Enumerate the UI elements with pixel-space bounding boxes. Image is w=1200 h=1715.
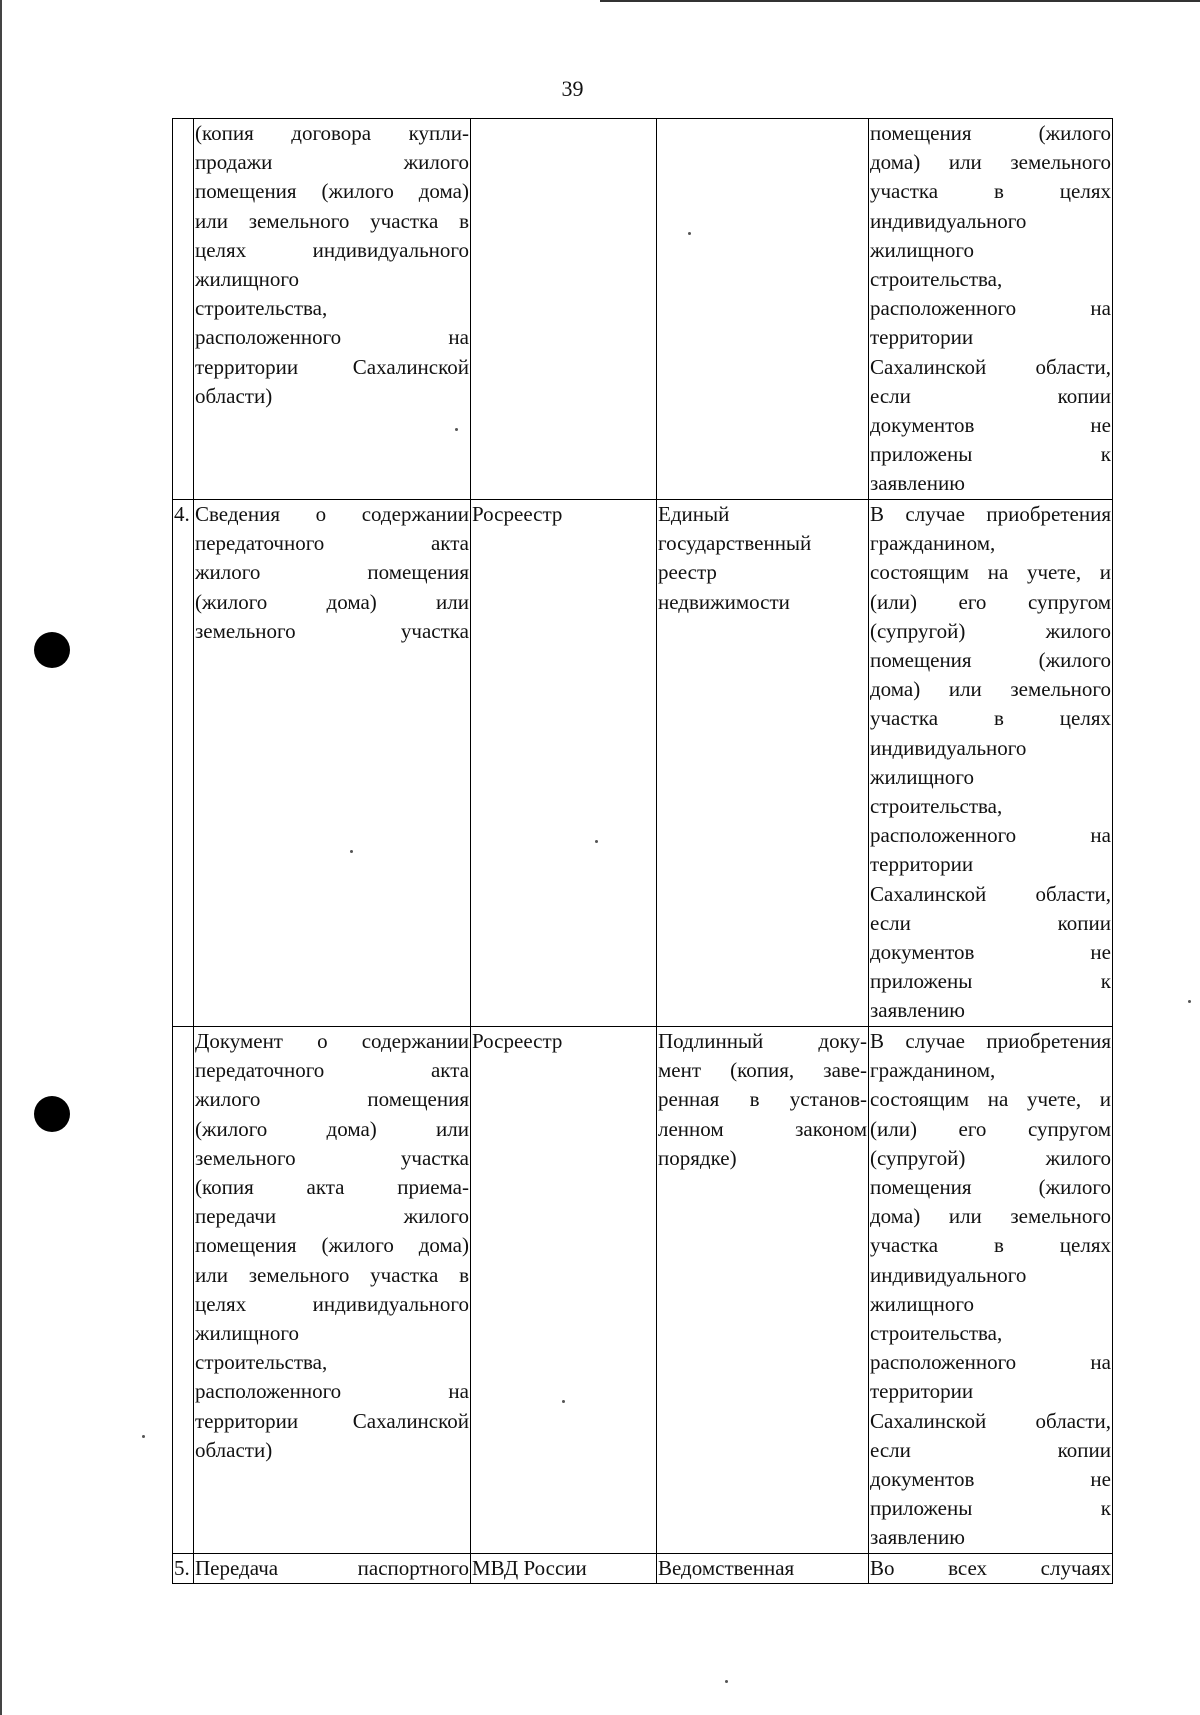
- document-cell: [194, 1554, 471, 1584]
- cell-line: области): [195, 383, 273, 408]
- cell-line: расположенного на: [195, 1379, 469, 1404]
- cell-line: территории: [870, 1379, 974, 1404]
- cell-line: территории Сахалинской: [195, 1408, 469, 1433]
- agency-cell: Росреестр: [471, 1027, 657, 1554]
- cell-line: если копии: [870, 1437, 1111, 1462]
- cell-line: (или) его супругом: [870, 1116, 1111, 1141]
- cell-line: жилищного: [870, 1291, 974, 1316]
- cell-line: помещения (жилого дома): [195, 1233, 469, 1258]
- condition-cell: [869, 500, 1113, 1027]
- cell-line: индивидуального: [870, 1262, 1027, 1287]
- cell-line: (жилого дома) или: [195, 1116, 469, 1141]
- cell-line: состоящим на учете, и: [870, 560, 1111, 585]
- cell-line: жилищного: [870, 237, 974, 262]
- row-number-cell: 5.: [173, 1554, 194, 1584]
- cell-line: индивидуального: [870, 208, 1027, 233]
- scan-speck: [725, 1680, 728, 1683]
- cell-line: жилого помещения: [195, 560, 469, 585]
- cell-line: строительства,: [870, 794, 1003, 819]
- condition-cell: [869, 119, 1113, 500]
- cell-line: области): [195, 1437, 273, 1462]
- scan-speck: [350, 850, 353, 853]
- cell-line: Сведения о содержании: [195, 502, 469, 526]
- cell-line: (копия договора купли-: [195, 121, 469, 145]
- condition-cell: [869, 1554, 1113, 1584]
- cell-line: порядке): [658, 1145, 737, 1170]
- row-number-cell: [173, 1027, 194, 1554]
- row-number-cell: [173, 119, 194, 500]
- cell-line: приложены к: [870, 442, 1111, 467]
- cell-line: Сахалинской области,: [870, 1408, 1111, 1433]
- cell-line: участка в целях: [870, 706, 1111, 731]
- row-number-cell: 4.: [173, 500, 194, 1027]
- source-cell: [657, 500, 869, 1027]
- cell-line: Передача паспортного: [195, 1556, 469, 1580]
- cell-line: Во всех случаях: [870, 1556, 1111, 1580]
- source-cell: [657, 119, 869, 500]
- cell-line: документов не: [870, 1467, 1111, 1492]
- scan-speck: [455, 428, 458, 431]
- cell-line: или земельного участка в: [195, 208, 469, 233]
- table-row: [173, 1554, 1113, 1584]
- cell-line: целях индивидуального: [195, 237, 469, 262]
- cell-line: ленном законом: [658, 1116, 867, 1141]
- cell-line: жилого помещения: [195, 1087, 469, 1112]
- cell-line: (копия акта приема-: [195, 1175, 469, 1200]
- cell-line: расположенного на: [870, 1350, 1111, 1375]
- cell-line: (или) его супругом: [870, 589, 1111, 614]
- cell-line: земельного участка: [195, 618, 469, 643]
- cell-line: документов не: [870, 413, 1111, 438]
- cell-line: помещения (жилого дома): [195, 179, 469, 204]
- source-cell: [657, 1554, 869, 1584]
- cell-line: В случае приобретения: [870, 502, 1111, 526]
- cell-line: гражданином,: [870, 1058, 996, 1083]
- cell-line: строительства,: [870, 267, 1003, 292]
- cell-line: документов не: [870, 940, 1111, 965]
- cell-line: или земельного участка в: [195, 1262, 469, 1287]
- document-cell: [194, 1027, 471, 1554]
- source-cell: [657, 1027, 869, 1554]
- cell-line: приложены к: [870, 969, 1111, 994]
- cell-line: дома) или земельного: [870, 677, 1111, 702]
- cell-line: (супругой) жилого: [870, 618, 1111, 643]
- document-table: [172, 118, 1113, 1584]
- cell-line: жилищного: [195, 267, 299, 292]
- cell-line: гражданином,: [870, 531, 996, 556]
- cell-line: земельного участка: [195, 1145, 469, 1170]
- punch-hole-upper: [34, 632, 70, 668]
- cell-line: дома) или земельного: [870, 150, 1111, 175]
- cell-line: строительства,: [870, 1321, 1003, 1346]
- cell-line: ренная в установ-: [658, 1087, 867, 1112]
- cell-line: жилищного: [195, 1321, 299, 1346]
- cell-line: индивидуального: [870, 735, 1027, 760]
- cell-line: если копии: [870, 910, 1111, 935]
- scan-left-edge: [0, 0, 2, 1715]
- table-row: [173, 500, 1113, 1027]
- cell-line: Документ о содержании: [195, 1029, 469, 1053]
- cell-line: заявлению: [870, 1525, 965, 1550]
- cell-line: заявлению: [870, 471, 965, 496]
- punch-hole-lower: [34, 1096, 70, 1132]
- table-row: [173, 119, 1113, 500]
- cell-line: территории: [870, 325, 974, 350]
- cell-line: Сахалинской области,: [870, 881, 1111, 906]
- cell-line: заявлению: [870, 998, 965, 1023]
- cell-line: продажи жилого: [195, 150, 469, 175]
- cell-line: мент (копия, заве-: [658, 1058, 867, 1083]
- agency-cell: [471, 119, 657, 500]
- scan-speck: [688, 232, 691, 235]
- cell-line: передачи жилого: [195, 1204, 469, 1229]
- cell-line: Сахалинской области,: [870, 354, 1111, 379]
- cell-line: строительства,: [195, 1350, 328, 1375]
- table-row: [173, 1027, 1113, 1554]
- scan-top-edge: [600, 0, 1200, 2]
- cell-line: помещения (жилого: [870, 121, 1111, 145]
- cell-line: строительства,: [195, 296, 328, 321]
- cell-line: В случае приобретения: [870, 1029, 1111, 1053]
- cell-line: состоящим на учете, и: [870, 1087, 1111, 1112]
- cell-line: участка в целях: [870, 179, 1111, 204]
- cell-line: передаточного акта: [195, 1058, 469, 1083]
- page-number: 39: [561, 76, 584, 101]
- scan-speck: [1188, 1000, 1191, 1003]
- agency-cell: Росреестр: [471, 500, 657, 1027]
- scan-speck: [595, 840, 598, 843]
- cell-line: если копии: [870, 383, 1111, 408]
- condition-cell: [869, 1027, 1113, 1554]
- document-cell: [194, 500, 471, 1027]
- cell-line: Единый: [658, 502, 730, 526]
- cell-line: (супругой) жилого: [870, 1145, 1111, 1170]
- scan-speck: [562, 1400, 565, 1403]
- cell-line: государственный: [658, 531, 812, 556]
- cell-line: расположенного на: [870, 296, 1111, 321]
- cell-line: территории: [870, 852, 974, 877]
- cell-line: (жилого дома) или: [195, 589, 469, 614]
- cell-line: помещения (жилого: [870, 1175, 1111, 1200]
- cell-line: Ведомственная: [658, 1556, 795, 1580]
- cell-line: передаточного акта: [195, 531, 469, 556]
- cell-line: расположенного на: [870, 823, 1111, 848]
- scan-speck: [142, 1435, 145, 1438]
- cell-line: Подлинный доку-: [658, 1029, 867, 1053]
- cell-line: участка в целях: [870, 1233, 1111, 1258]
- cell-line: недвижимости: [658, 589, 790, 614]
- cell-line: дома) или земельного: [870, 1204, 1111, 1229]
- cell-line: помещения (жилого: [870, 648, 1111, 673]
- cell-line: расположенного на: [195, 325, 469, 350]
- cell-line: реестр: [658, 560, 717, 585]
- document-cell: [194, 119, 471, 500]
- cell-line: жилищного: [870, 764, 974, 789]
- cell-line: целях индивидуального: [195, 1291, 469, 1316]
- cell-line: приложены к: [870, 1496, 1111, 1521]
- agency-cell: МВД России: [471, 1554, 657, 1584]
- cell-line: территории Сахалинской: [195, 354, 469, 379]
